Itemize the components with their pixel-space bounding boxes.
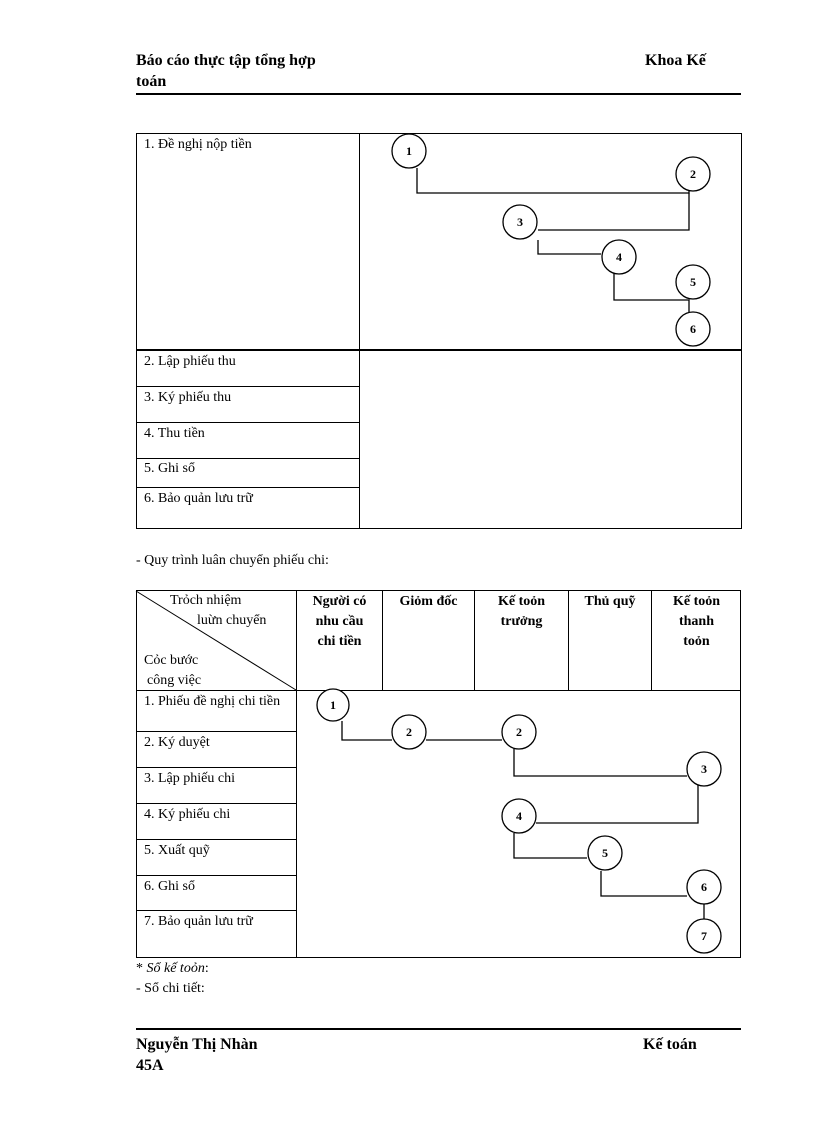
svg-text:1: 1 <box>406 144 412 158</box>
svg-text:7: 7 <box>701 929 707 943</box>
svg-text:4: 4 <box>616 250 622 264</box>
payment-step-3: 3. Lập phiếu chi <box>144 771 235 786</box>
payment-node-3 <box>687 752 721 786</box>
svg-text:4: 4 <box>516 809 522 823</box>
svg-text:3: 3 <box>517 215 523 229</box>
svg-text:5: 5 <box>690 275 696 289</box>
detail-books-note: - Sổ chi tiết: <box>136 981 205 996</box>
payment-flow-intro: - Quy trình luân chuyển phiếu chi: <box>136 553 329 568</box>
svg-text:2: 2 <box>406 725 412 739</box>
receipt-step-2: 2. Lập phiếu thu <box>144 354 236 369</box>
header-title: Báo cáo thực tập tổng hợp <box>136 52 316 69</box>
payment-node-7 <box>687 919 721 953</box>
footer-department: Kế toán <box>643 1036 697 1053</box>
corner-tasks: công việc <box>147 673 202 688</box>
svg-text:1: 1 <box>330 698 336 712</box>
payment-step-2: 2. Ký duyệt <box>144 735 210 750</box>
svg-text:6: 6 <box>701 880 707 894</box>
receipt-step-4: 4. Thu tiền <box>144 426 205 441</box>
corner-responsibility: Trỏch nhiệm <box>170 593 242 608</box>
payment-node-2-chief-accountant <box>502 715 536 749</box>
svg-text:2: 2 <box>516 725 522 739</box>
receipt-step-1: 1. Đề nghị nộp tiền <box>144 137 252 152</box>
footer-author: Nguyễn Thị Nhàn <box>136 1036 258 1053</box>
receipt-step-5: 5. Ghi sổ <box>144 461 195 476</box>
column-payment-accountant: Kế toỏn thanh toỏn <box>672 594 721 649</box>
receipt-step-3: 3. Ký phiếu thu <box>144 390 232 405</box>
svg-text:2: 2 <box>690 167 696 181</box>
header-title-continued: toán <box>136 73 167 90</box>
payment-node-5 <box>588 836 622 870</box>
svg-text:3: 3 <box>701 762 707 776</box>
corner-circulation: luừn chuyển <box>197 613 267 628</box>
corner-steps: Cỏc bước <box>144 653 199 668</box>
column-cashier: Thủ quỹ <box>584 594 636 609</box>
payment-node-1 <box>317 689 349 721</box>
accounting-books-note: * Sổ kế toỏn: <box>136 961 209 976</box>
footer-class: 45A <box>136 1057 164 1074</box>
column-chief-accountant: Kế toỏn trưởng <box>497 594 546 629</box>
payment-step-5: 5. Xuất quỹ <box>144 843 210 858</box>
svg-text:6: 6 <box>690 322 696 336</box>
column-director: Giỏm đốc <box>399 594 458 609</box>
header-department: Khoa Kế <box>645 52 706 69</box>
column-requester: Người có nhu cầu chi tiền <box>312 594 367 649</box>
payment-step-4: 4. Ký phiếu chi <box>144 807 231 822</box>
payment-node-4 <box>502 799 536 833</box>
payment-node-6 <box>687 870 721 904</box>
payment-node-2-director <box>392 715 426 749</box>
payment-step-6: 6. Ghi sổ <box>144 879 195 894</box>
payment-step-7: 7. Bảo quản lưu trữ <box>144 914 253 929</box>
payment-step-1: 1. Phiếu đề nghị chi tiền <box>144 694 281 709</box>
svg-text:5: 5 <box>602 846 608 860</box>
footer-rule <box>136 1028 741 1030</box>
receipt-step-6: 6. Bảo quản lưu trữ <box>144 491 253 506</box>
